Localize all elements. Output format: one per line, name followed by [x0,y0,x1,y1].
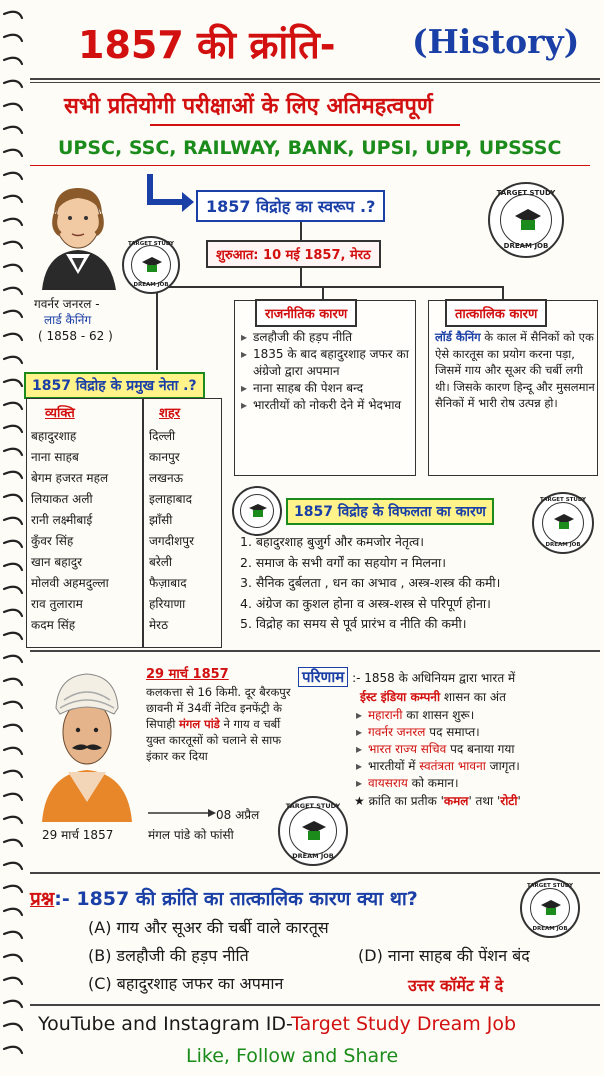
seal-bottom-text: DREAM JOB [133,282,169,288]
hanging-text: मंगल पांडे को फांसी [148,828,234,842]
connector [300,222,302,240]
leader-city: कानपुर [149,450,180,464]
importance-line: सभी प्रतियोगी परीक्षाओं के लिए अतिमहत्वपूर्ण [64,94,433,119]
mangal-date: 29 मार्च 1857 [146,667,229,682]
leader-person: बेगम हजरत महल [31,471,109,485]
target-study-seal [532,492,594,554]
list-item [356,758,598,775]
header-divider [30,78,600,80]
leader-person: लियाकत अली [31,492,93,506]
list-item [356,741,598,758]
target-study-seal [232,486,282,536]
question-text: :- 1857 की क्रांति का तात्कालिक कारण क्या था? [54,888,418,910]
list-item: 2. समाज के सभी वर्गों का सहयोग न मिलना। [240,554,446,570]
mangal-name: मंगल पांडे [179,717,220,731]
immediate-text [435,329,595,412]
seal-top-text: TARGET STUDY [127,241,175,247]
seal-top-text: TARGET STUDY [539,497,587,503]
page-subtitle: (History) [412,22,580,61]
connector [502,286,504,300]
start-info: शुरुआत: 10 मई 1857, मेरठ [206,240,381,268]
mangal-text-part2: ने गाय व चर्बी युक्त कारतूसों को चलाने से साफ इंकार कर दिया [146,717,282,763]
company-end: शासन का अंत [443,690,506,704]
company-name: ईस्ट इंडिया कम्पनी [360,690,441,704]
leader-city: जगदीशपुर [149,534,195,548]
failure-heading: 1857 विद्रोह के विफलता का कारण [286,498,494,525]
governor-line1: गवर्नर जनरल - [34,297,100,311]
leader-person: रानी लक्ष्मीबाई [31,513,93,527]
symbol-text: ★ क्रांति का प्रतीक ' [354,794,444,808]
mangal-pandey-portrait [38,662,136,822]
list-item-text: पद बनाया गया [450,742,515,756]
mangal-caption: 29 मार्च 1857 [42,828,114,842]
symbol-text: ' [517,794,521,808]
governor-caption [34,296,113,344]
immediate-heading: तात्कालिक कारण [445,299,547,327]
list-item-text: पद समाप्त। [429,725,480,739]
option-a: (A) गाय और सूअर की चर्बी वाले कारतूस [88,918,329,937]
leader-person: नाना साहब [31,450,79,464]
importance-underline [150,124,460,126]
list-item-text: को कमान। [411,776,459,790]
hanging-date: 08 अप्रैल [216,808,260,822]
leader-person: बहादुरशाह [31,429,77,443]
list-item-highlight: महारानी [368,708,403,722]
list-item-text: जागृत। [489,759,520,773]
leaders-table [26,398,222,648]
immediate-lead: लॉर्ड कैनिंग [435,330,481,344]
list-item: 3. सैनिक दुर्बलता , धन का अभाव , अस्त्र-शस्त्र की कमी। [240,575,501,590]
leader-person: मोलवी अहमदुल्ला [31,576,109,590]
connector [322,286,324,300]
mangal-text [146,684,296,764]
option-c: (C) बहादुरशाह जफर का अपमान [88,974,284,993]
mangal-text-part1: कलकत्ता से 16 किमी. दूर बैरकपुर छावनी में 34वीं नेटिव इनफेंट्री के सिपाही [146,685,291,731]
political-heading: राजनीतिक कारण [255,299,357,327]
list-item [356,724,598,741]
revolution-symbol [298,792,598,811]
footer-cta: Like, Follow and Share [186,1045,399,1067]
seal-top-text: TARGET STUDY [285,802,341,810]
list-item [356,775,598,792]
target-study-seal [488,182,564,258]
leader-city: मेरठ [149,618,169,632]
seal-bottom-text: DREAM JOB [532,926,568,932]
leader-city: हरियाणा [149,597,186,611]
political-list [241,329,411,414]
list-item: 5. विद्रोह का समय से पूर्व प्रारंभ व नीति की कमी। [240,616,467,631]
nature-heading: 1857 विद्रोह का स्वरूप .? [196,190,385,222]
seal-top-text: TARGET STUDY [496,189,556,197]
result-intro: :- 1858 के अधिनियम द्वारा भारत में [352,671,516,685]
leader-city: बरेली [149,555,173,569]
target-study-seal [520,878,580,938]
symbol-roti: रोटी [500,794,518,808]
list-item-highlight: वायसराय [368,776,408,790]
list-item: 4. अंग्रेज का कुशल होना व अस्त्र-शस्त्र से परिपूर्ण होना। [240,595,491,611]
page-title: 1857 की क्रांति- [78,23,336,67]
list-item: ▸ भारतीयों को नोकरी देने में भेदभाव [241,397,411,414]
section-divider [30,872,600,874]
list-item-highlight: स्वतंत्रता भावना [419,759,486,773]
arrow-icon [142,172,196,216]
failure-list [240,532,500,635]
column-header-city: शहर [159,406,181,421]
leaders-heading: 1857 विद्रोह के प्रमुख नेता .? [24,372,205,399]
governor-name: लार्ड कैनिंग [44,313,92,327]
result-list [298,707,598,792]
seal-bottom-text: DREAM JOB [292,852,334,860]
leader-city: इलाहाबाद [149,492,192,506]
connector [156,286,502,288]
leader-city: लखनऊ [149,471,184,485]
list-item: 1. बहादुरशाह बुजुर्ग और कमजोर नेतृत्व। [240,534,425,549]
header-divider-thin [30,82,600,83]
footer-id [38,1013,516,1035]
symbol-kamal: कमल [443,794,469,808]
arrow-right-icon [148,808,218,818]
channel-name: Target Study Dream Job [291,1013,517,1035]
target-study-seal [122,236,180,294]
answer-prompt: उत्तर कॉमेंट में दे [408,976,504,995]
connector [156,286,158,370]
seal-bottom-text: DREAM JOB [545,542,581,548]
list-item-text: भारतीयों में [368,759,420,773]
leader-person: कुँवर सिंह [31,534,74,548]
leader-person: खान बहादुर [31,555,83,569]
result-label: परिणाम [298,667,348,687]
seal-bottom-text: DREAM JOB [503,242,549,250]
list-item: ▸ 1835 के बाद बहादुरशाह जफर का अंग्रेजो द्वारा अपमान [241,346,411,380]
seal-top-text: TARGET STUDY [526,883,574,889]
list-item: ▸ डलहौजी की हड़प नीति [241,329,411,346]
immediate-body: के काल में सैनिकों को एक ऐसे कारतूस का प्रयोग करना पड़ा, जिसमें गाय और सूअर की चर्बी लगी थी। जिसके कारण हिन्दू और मुसलमान सैनिकों में भारी रोष उत्पन्न हो। [435,330,595,410]
leader-person: राव तुलाराम [31,597,83,611]
leader-city: फैज़ाबाद [149,576,187,590]
leader-person: कदम सिंह [31,618,76,632]
leader-city: झाँसी [149,513,173,527]
list-item [356,707,598,724]
question-label: प्रश्न [30,888,55,910]
option-d: (D) नाना साहब की पेंशन बंद [358,946,530,965]
table-divider [142,399,144,647]
connector [300,268,302,286]
exam-list: UPSC, SSC, RAILWAY, BANK, UPSI, UPP, UPSSSC [58,137,562,159]
immediate-cause-box [428,300,598,476]
question [30,885,418,911]
column-header-person: व्यक्ति [45,406,75,421]
political-causes-box [234,300,416,476]
symbol-text: ' तथा ' [468,794,501,808]
result-section [298,668,598,811]
spiral-binding [0,0,26,1076]
option-b: (B) डलहौजी की हड़प नीति [88,946,249,965]
governor-term: ( 1858 - 62 ) [38,329,113,343]
footer-prefix: YouTube and Instagram ID- [38,1013,292,1035]
list-item-highlight: गवर्नर जनरल [368,725,426,739]
leader-city: दिल्ली [149,429,176,443]
section-divider [30,1004,600,1006]
exam-underline [30,165,590,166]
list-item-highlight: भारत राज्य सचिव [368,742,447,756]
list-item-text: का शासन शुरू। [406,708,475,722]
list-item: ▸ नाना साहब की पेशन बन्द [241,380,411,397]
section-divider [30,650,600,652]
lord-canning-portrait [32,170,124,290]
